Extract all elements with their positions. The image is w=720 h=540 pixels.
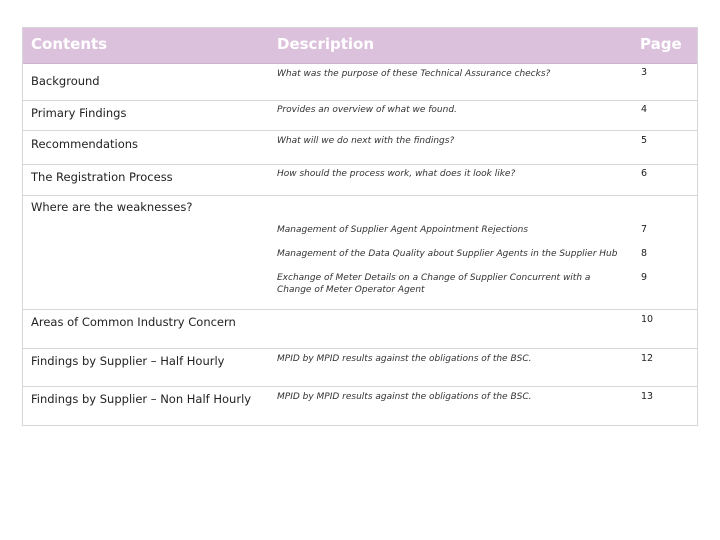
row-description: MPID by MPID results against the obligations of the BSC. xyxy=(277,392,532,402)
row-page: 3 xyxy=(641,67,648,78)
row-title: Findings by Supplier – Half Hourly xyxy=(31,354,225,368)
row-page: 4 xyxy=(641,104,648,115)
row-description: How should the process work, what does it look like? xyxy=(277,169,516,179)
table-row xyxy=(23,310,697,349)
sub-page: 8 xyxy=(641,248,648,259)
table-header xyxy=(23,28,697,64)
row-title: Findings by Supplier – Non Half Hourly xyxy=(31,392,252,406)
row-title: The Registration Process xyxy=(31,170,173,184)
row-description: Provides an overview of what we found. xyxy=(277,105,457,115)
sub-page: 7 xyxy=(641,224,648,235)
row-title: Areas of Common Industry Concern xyxy=(31,315,236,329)
sub-description: Management of the Data Quality about Supplier Agents in the Supplier Hub xyxy=(277,249,618,259)
table-row xyxy=(23,387,697,425)
row-page: 10 xyxy=(641,314,654,325)
row-page: 6 xyxy=(641,168,648,179)
table-row xyxy=(23,349,697,387)
header-contents: Contents xyxy=(31,35,108,53)
row-page: 5 xyxy=(641,135,648,146)
row-description: What was the purpose of these Technical Assurance checks? xyxy=(277,69,551,79)
row-description: What will we do next with the findings? xyxy=(277,136,455,146)
weaknesses-section xyxy=(23,196,697,310)
row-description: MPID by MPID results against the obligations of the BSC. xyxy=(277,354,532,364)
section-title: Where are the weaknesses? xyxy=(31,200,193,214)
sub-description: Exchange of Meter Details on a Change of Supplier Concurrent with a Change of Meter Operator Agent xyxy=(277,273,591,295)
sub-description: Management of Supplier Agent Appointment Rejections xyxy=(277,225,529,235)
table-row xyxy=(23,165,697,196)
row-page: 12 xyxy=(641,353,654,364)
row-title: Background xyxy=(31,74,100,88)
row-title: Recommendations xyxy=(31,137,139,151)
sub-page: 9 xyxy=(641,272,648,283)
row-page: 13 xyxy=(641,391,654,402)
contents-table xyxy=(22,27,698,426)
table-row xyxy=(23,64,697,101)
row-title: Primary Findings xyxy=(31,106,127,120)
table-row xyxy=(23,101,697,131)
table-row xyxy=(23,131,697,165)
header-description: Description xyxy=(277,35,375,53)
header-page: Page xyxy=(640,35,682,53)
